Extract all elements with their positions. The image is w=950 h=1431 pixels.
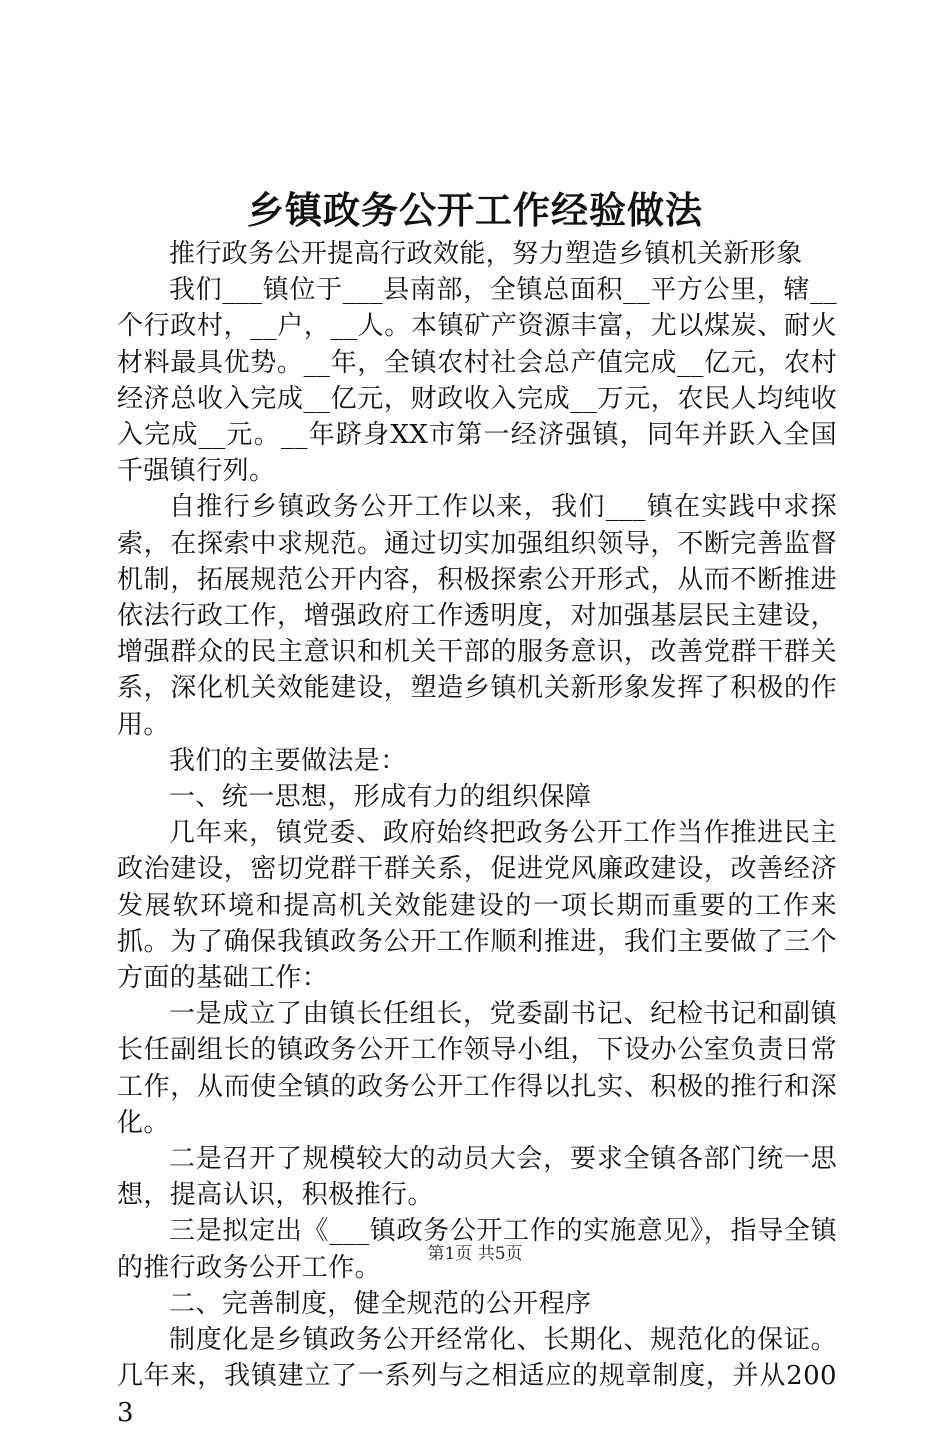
section-1-paragraph: 几年来，镇党委、政府始终把政务公开工作当作推进民主政治建设，密切党群干群关系，促进党风廉政建设，改善经济发展软环境和提高机关效能建设的一项长期而重要的工作来抓。为了确保我镇政务公开工作顺利推进，我们主要做了三个方面的基础工作： bbox=[117, 818, 837, 994]
point-2-paragraph: 二是召开了规模较大的动员大会，要求全镇各部门统一思想，提高认识，积极推行。 bbox=[117, 1144, 837, 1211]
page-footer: 第1页 共5页 bbox=[427, 1244, 523, 1264]
section-heading-1: 一、统一思想，形成有力的组织保障 bbox=[169, 782, 592, 813]
background-paragraph: 自推行乡镇政务公开工作以来，我们___镇在实践中求探索，在探索中求规范。通过切实加强组织领导，不断完善监督机制，拓展规范公开内容，积极探索公开形式，从而不断推进依法行政工作，增强政府工作透明度，对加强基层民主建设，增强群众的民主意识和机关干部的服务意识，改善党群干群关系，深化机关效能建设，塑造乡镇机关新形象发挥了积极的作用。 bbox=[117, 492, 837, 740]
section-2-paragraph: 制度化是乡镇政务公开经常化、长期化、规范化的保证。几年来，我镇建立了一系列与之相适应的规章制度，并从2003 bbox=[117, 1325, 837, 1428]
point-3-paragraph: 三是拟定出《___镇政务公开工作的实施意见》，指导全镇的推行政务公开工作。 bbox=[117, 1216, 837, 1283]
document-title: 乡镇政务公开工作经验做法 bbox=[247, 188, 703, 232]
intro-paragraph: 我们___镇位于___县南部，全镇总面积__平方公里，辖__个行政村，__户，__人。本镇矿产资源丰富，尤以煤炭、耐火材料最具优势。__年，全镇农村社会总产值完成__亿元，农村经济总收入完成__亿元，财政收入完成__万元，农民人均纯收入完成__元。__年跻身XX市第一经济强镇，同年并跃入全国千强镇行列。 bbox=[117, 275, 837, 487]
subtitle-paragraph: 推行政务公开提高行政效能，努力塑造乡镇机关新形象 bbox=[169, 239, 803, 269]
methods-intro-paragraph: 我们的主要做法是： bbox=[169, 745, 407, 776]
section-heading-2: 二、完善制度，健全规范的公开程序 bbox=[169, 1288, 592, 1319]
point-1-paragraph: 一是成立了由镇长任组长，党委副书记、纪检书记和副镇长任副组长的镇政务公开工作领导小组，下设办公室负责日常工作，从而使全镇的政务公开工作得以扎实、积极的推行和深化。 bbox=[117, 999, 837, 1138]
